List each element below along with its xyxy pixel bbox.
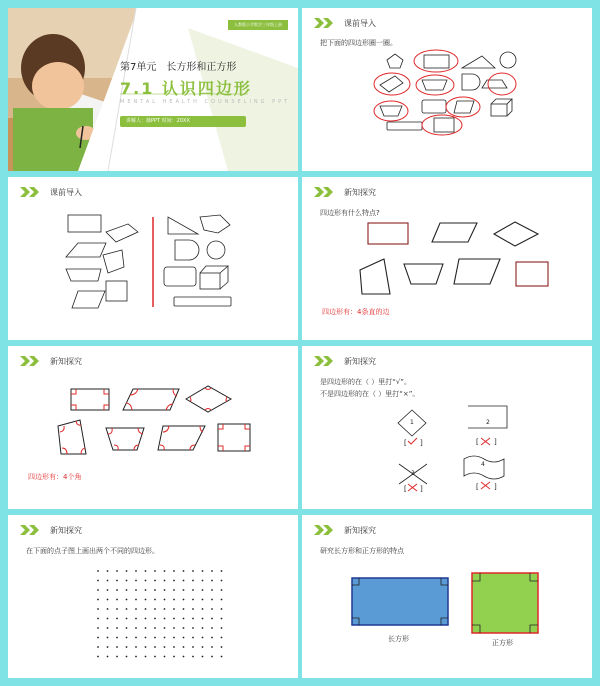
grid-dot xyxy=(202,646,204,648)
grid-dot xyxy=(107,589,109,591)
grid-dot xyxy=(221,599,223,601)
grid-dot xyxy=(97,608,99,610)
cover-unit: 第7单元 长方形和正方形 xyxy=(120,62,237,73)
grid-dot xyxy=(173,618,175,620)
grid-dot xyxy=(126,599,128,601)
grid-dot xyxy=(97,580,99,582)
slide-judge[interactable] xyxy=(302,346,592,509)
answer-text: 四边形有：4条直的边 xyxy=(322,308,390,316)
shape-label-2: 2 xyxy=(486,419,490,426)
grid-dot xyxy=(221,570,223,572)
grid-dot xyxy=(154,637,156,639)
header-title: 课前导入 xyxy=(50,187,82,197)
shape-label-1: 1 xyxy=(410,419,414,426)
cover-meta: 讲解人：薇PPT 时间：20XX xyxy=(120,116,246,127)
slide-circle-shapes[interactable] xyxy=(302,8,592,171)
cover-title: 7.1 认识四边形 xyxy=(120,79,252,98)
grid-dot xyxy=(107,599,109,601)
grid-dot xyxy=(192,608,194,610)
grid-dot xyxy=(221,589,223,591)
grid-dot xyxy=(211,599,213,601)
grid-dot xyxy=(145,637,147,639)
grid-dot xyxy=(211,589,213,591)
grid-dot xyxy=(135,599,137,601)
grid-dot xyxy=(154,599,156,601)
grid-dot xyxy=(183,646,185,648)
grid-dot xyxy=(221,618,223,620)
grid-dot xyxy=(97,637,99,639)
slide-dot-grid[interactable] xyxy=(8,515,298,678)
grid-dot xyxy=(107,580,109,582)
svg-text:[: [ xyxy=(476,438,479,446)
svg-text:]: ] xyxy=(494,483,497,491)
grid-dot xyxy=(116,599,118,601)
grid-dot xyxy=(116,618,118,620)
instruction-text: 把下面的四边形圈一圈。 xyxy=(320,39,397,47)
header-title: 课前导入 xyxy=(344,18,376,28)
grid-dot xyxy=(145,580,147,582)
square-label: 正方形 xyxy=(492,639,513,647)
grid-dot xyxy=(145,570,147,572)
grid-dot xyxy=(164,627,166,629)
grid-dot xyxy=(211,608,213,610)
grid-dot xyxy=(164,646,166,648)
slide-four-sides[interactable] xyxy=(302,177,592,340)
svg-text:]: ] xyxy=(420,485,423,493)
grid-dot xyxy=(211,646,213,648)
slide-rect-square[interactable] xyxy=(302,515,592,678)
grid-dot xyxy=(211,618,213,620)
grid-dot xyxy=(107,570,109,572)
grid-dot xyxy=(135,627,137,629)
header-title: 新知探究 xyxy=(344,356,376,366)
grid-dot xyxy=(107,608,109,610)
grid-dot xyxy=(145,627,147,629)
grid-dot xyxy=(145,608,147,610)
grid-dot xyxy=(202,580,204,582)
header-title: 新知探究 xyxy=(344,525,376,535)
instruction-line-1: 是四边形的在（ ）里打“√”。 xyxy=(320,378,411,386)
grid-dot xyxy=(116,608,118,610)
grid-dot xyxy=(173,637,175,639)
grid-dot xyxy=(192,656,194,658)
grid-dot xyxy=(126,646,128,648)
grid-dot xyxy=(116,589,118,591)
cover-subtitle: MENTAL HEALTH COUNSELING PPT xyxy=(120,99,291,105)
grid-dot xyxy=(221,627,223,629)
grid-dot xyxy=(164,599,166,601)
grid-dot xyxy=(173,599,175,601)
svg-text:[: [ xyxy=(404,485,407,493)
grid-dot xyxy=(202,570,204,572)
grid-dot xyxy=(164,637,166,639)
grid-dot xyxy=(154,608,156,610)
grid-dot xyxy=(107,637,109,639)
grid-dot xyxy=(173,646,175,648)
grid-dot xyxy=(145,618,147,620)
instruction-line-2: 不是四边形的在（ ）里打“×”。 xyxy=(320,390,420,398)
grid-dot xyxy=(183,656,185,658)
grid-dot xyxy=(183,580,185,582)
instruction-text: 研究长方形和正方形的特点 xyxy=(320,547,404,555)
angles-illustration xyxy=(8,346,298,509)
sorted-shapes-illustration xyxy=(8,177,298,340)
grid-dot xyxy=(135,608,137,610)
grid-dot xyxy=(116,656,118,658)
grid-dot xyxy=(154,618,156,620)
grid-dot xyxy=(154,646,156,648)
grid-dot xyxy=(221,656,223,658)
question-text: 四边形有什么特点? xyxy=(320,209,380,217)
grid-dot xyxy=(126,580,128,582)
grid-dot xyxy=(145,599,147,601)
grid-dot xyxy=(135,589,137,591)
grid-dot xyxy=(145,646,147,648)
grid-dot xyxy=(135,618,137,620)
grid-dot xyxy=(183,589,185,591)
grid-dot xyxy=(173,570,175,572)
shapes-illustration xyxy=(302,8,592,171)
grid-dot xyxy=(116,646,118,648)
grid-dot xyxy=(126,618,128,620)
grid-dot xyxy=(164,580,166,582)
grid-dot xyxy=(211,637,213,639)
grid-dot xyxy=(164,656,166,658)
grid-dot xyxy=(126,656,128,658)
grid-dot xyxy=(192,627,194,629)
header-title: 新知探究 xyxy=(50,356,82,366)
grid-dot xyxy=(183,608,185,610)
grid-dot xyxy=(135,580,137,582)
grid-dot xyxy=(173,580,175,582)
grid-dot xyxy=(183,627,185,629)
grid-dot xyxy=(97,656,99,658)
grid-dot xyxy=(221,608,223,610)
svg-text:]: ] xyxy=(420,439,423,447)
grid-dot xyxy=(221,580,223,582)
grid-dot xyxy=(97,618,99,620)
grid-dot xyxy=(211,580,213,582)
grid-dot xyxy=(107,627,109,629)
grid-dot xyxy=(126,627,128,629)
grid-dot xyxy=(97,599,99,601)
grid-dot xyxy=(154,656,156,658)
grid-dot xyxy=(97,570,99,572)
grid-dot xyxy=(183,618,185,620)
grid-dot xyxy=(221,646,223,648)
grid-dot xyxy=(154,589,156,591)
dot-grid[interactable] xyxy=(8,515,298,678)
grid-dot xyxy=(192,570,194,572)
instruction-text: 在下面的点子图上画出两个不同的四边形。 xyxy=(26,547,159,555)
grid-dot xyxy=(126,637,128,639)
grid-dot xyxy=(135,656,137,658)
grid-dot xyxy=(116,627,118,629)
grid-dot xyxy=(202,627,204,629)
grid-dot xyxy=(126,570,128,572)
grid-dot xyxy=(183,570,185,572)
shape-label-3: 3 xyxy=(411,470,415,477)
grid-dot xyxy=(97,627,99,629)
grid-dot xyxy=(202,656,204,658)
grid-dot xyxy=(202,589,204,591)
slide-sort-shapes[interactable] xyxy=(8,177,298,340)
grid-dot xyxy=(192,599,194,601)
answer-text: 四边形有：4个角 xyxy=(28,473,82,481)
slide-four-angles[interactable] xyxy=(8,346,298,509)
grid-dot xyxy=(97,646,99,648)
grid-dot xyxy=(164,570,166,572)
grid-dot xyxy=(202,637,204,639)
grid-dot xyxy=(116,570,118,572)
grid-dot xyxy=(211,656,213,658)
grid-dot xyxy=(107,656,109,658)
grid-dot xyxy=(107,618,109,620)
grid-dot xyxy=(192,618,194,620)
grid-dot xyxy=(126,589,128,591)
cover-top-pill: 人教版小学数学三年级上册 xyxy=(228,20,288,30)
rectangle-label: 长方形 xyxy=(388,635,409,643)
shape-label-4: 4 xyxy=(481,461,485,468)
header-title: 新知探究 xyxy=(344,187,376,197)
grid-dot xyxy=(183,637,185,639)
grid-dot xyxy=(202,608,204,610)
grid-dot xyxy=(192,637,194,639)
slide-cover[interactable] xyxy=(8,8,298,171)
grid-dot xyxy=(211,627,213,629)
grid-dot xyxy=(154,570,156,572)
rect-square-illustration xyxy=(302,515,592,678)
grid-dot xyxy=(202,618,204,620)
grid-dot xyxy=(116,580,118,582)
grid-dot xyxy=(202,599,204,601)
svg-text:[: [ xyxy=(476,483,479,491)
grid-dot xyxy=(135,570,137,572)
grid-dot xyxy=(135,637,137,639)
grid-dot xyxy=(173,608,175,610)
grid-dot xyxy=(164,589,166,591)
grid-dot xyxy=(145,589,147,591)
grid-dot xyxy=(154,580,156,582)
grid-dot xyxy=(183,599,185,601)
grid-dot xyxy=(192,589,194,591)
grid-dot xyxy=(97,589,99,591)
grid-dot xyxy=(192,646,194,648)
grid-dot xyxy=(164,608,166,610)
grid-dot xyxy=(173,589,175,591)
grid-dot xyxy=(126,608,128,610)
svg-text:]: ] xyxy=(494,438,497,446)
svg-text:[: [ xyxy=(404,439,407,447)
grid-dot xyxy=(154,627,156,629)
grid-dot xyxy=(211,570,213,572)
header-title: 新知探究 xyxy=(50,525,82,535)
grid-dot xyxy=(116,637,118,639)
grid-dot xyxy=(221,637,223,639)
grid-dot xyxy=(173,627,175,629)
grid-dot xyxy=(135,646,137,648)
grid-dot xyxy=(173,656,175,658)
grid-dot xyxy=(145,656,147,658)
grid-dot xyxy=(164,618,166,620)
grid-dot xyxy=(192,580,194,582)
grid-dot xyxy=(107,646,109,648)
judge-illustration xyxy=(302,346,592,509)
